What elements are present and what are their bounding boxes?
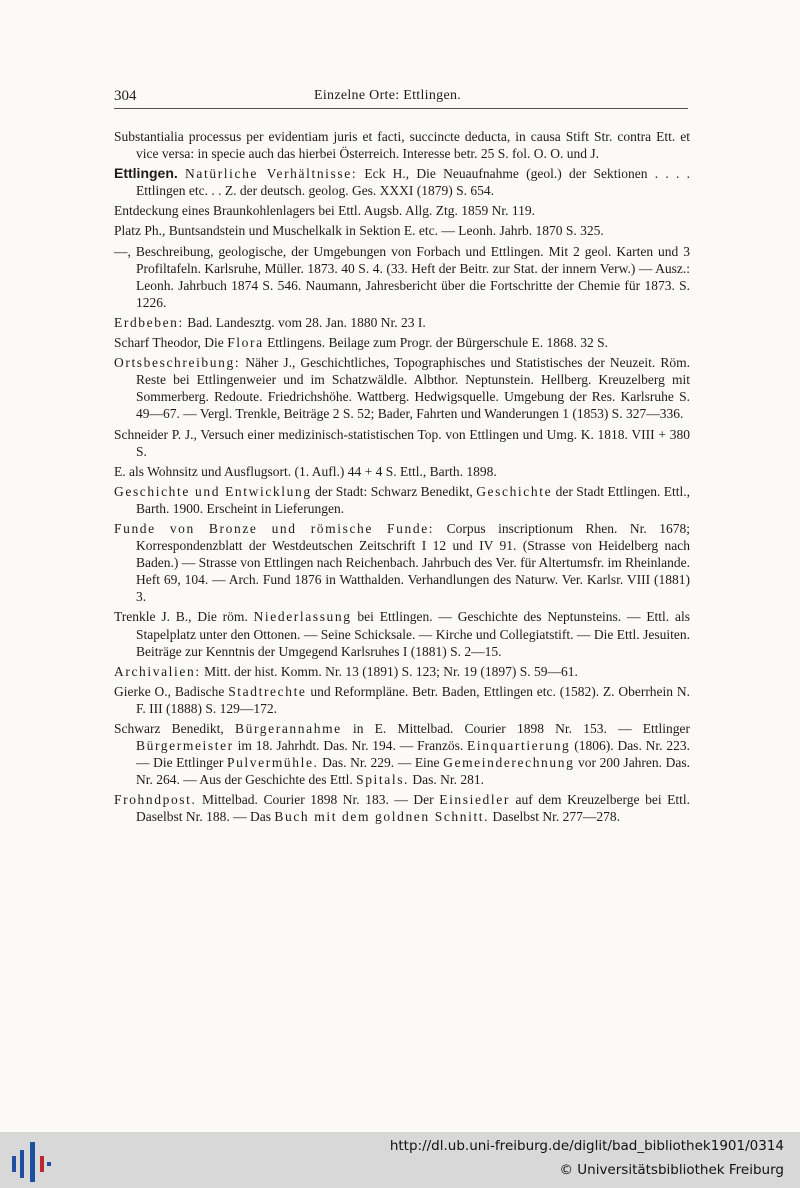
entry-text: Gierke O., Badische bbox=[114, 683, 229, 699]
entry-text: Das. Nr. 229. — Eine bbox=[318, 755, 444, 771]
entry-text: Trenkle J. B., Die röm. bbox=[114, 609, 254, 625]
entry-emphasis: Flora bbox=[227, 335, 264, 351]
bibliography-entry bbox=[114, 720, 690, 788]
entry-emphasis: Buch mit dem goldnen Schnitt. bbox=[274, 809, 490, 825]
entry-text: Das. Nr. 281. bbox=[409, 772, 485, 788]
entry-text: und Reformpläne. Betr. Baden, Ettlingen etc. (1582). Z. Oberrhein N. F. III (1888) S. 129—172. bbox=[136, 683, 690, 716]
entry-emphasis: Geschichte bbox=[476, 483, 553, 499]
entry-text: Näher J., Geschichtliches, Topographisches und Statistisches der Neuzeit. Röm. Reste bei Ettlingenweier und im Schatzwäldle. Albthor. Neptunstein. Hellberg. Kreuzelberg mit Sommerberg. Redoute. Friedrichshöhe. Wattberg. Hedwigsquelle. Umgebung der Res. Karlsruhe S. 49—67. — Vergl. Trenkle, Beiträge 2 S. 52; Bader, Fahrten und Wanderungen 1 (1853) S. 327—336. bbox=[136, 355, 690, 422]
library-logo-icon bbox=[12, 1142, 52, 1182]
entry-emphasis: Gemeinderechnung bbox=[443, 755, 575, 771]
entry-text: Scharf Theodor, Die bbox=[114, 335, 228, 351]
page-number: 304 bbox=[114, 88, 137, 104]
bibliography-entry bbox=[114, 354, 690, 422]
bibliography-entry bbox=[114, 426, 690, 460]
entry-text: im 18. Jahrhdt. Das. Nr. 194. — Französ. bbox=[233, 738, 468, 754]
entry-text: (1806). Das. Nr. 223. — Die Ettlinger bbox=[136, 738, 690, 771]
bibliography-entry bbox=[114, 314, 690, 331]
entry-emphasis: Einsiedler bbox=[439, 792, 510, 808]
bibliography-entry bbox=[114, 663, 690, 680]
entry-text: Bad. Landesztg. vom 28. Jan. 1880 Nr. 23 I. bbox=[183, 314, 426, 330]
entry-text: —, Beschreibung, geologische, der Umgebungen von Forbach und Ettlingen. Mit 2 geol. Karten und 3 Profiltafeln. Karlsruhe, Müller. 1873. 40 S. 4. (33. Heft der Beitr. zur Stat. der innern Verw.) — Ausz.: Leonh. Jahrbuch 1874 S. 546. Naumann, Jahresbericht über die Fortschritte der Chemie für 1873. S. 1226. bbox=[114, 243, 690, 310]
entry-text: Entdeckung eines Braunkohlenlagers bei Ettl. Augsb. Allg. Ztg. 1859 Nr. 119. bbox=[114, 203, 535, 219]
entry-emphasis: Einquartierung bbox=[467, 738, 571, 754]
entry-emphasis: Natürliche Verhältnisse: bbox=[185, 166, 358, 182]
bibliography-list bbox=[114, 128, 690, 829]
entry-emphasis: Niederlassung bbox=[253, 609, 352, 625]
entry-text: E. als Wohnsitz und Ausflugsort. (1. Aufl.) 44 + 4 S. Ettl., Barth. 1898. bbox=[114, 463, 497, 479]
entry-text: Eck H., Die Neuaufnahme (geol.) der Sektionen . . . . Ettlingen etc. . . Z. der deutsch. geolog. Ges. XXXI (1879) S. 654. bbox=[136, 166, 690, 199]
entry-text: vor 200 Jahren. Das. Nr. 264. — Aus der Geschichte des Ettl. bbox=[136, 755, 690, 788]
entry-text: Mittelbad. Courier 1898 Nr. 183. — Der bbox=[196, 792, 440, 808]
entry-emphasis: Geschichte und Entwicklung bbox=[114, 483, 312, 499]
entry-text: der Stadt Ettlingen. Ettl., Barth. 1900. Erscheint in Lieferungen. bbox=[136, 483, 691, 516]
entry-text: Schneider P. J., Versuch einer medizinisch-statistischen Top. von Ettlingen und Umg. K. 1818. VIII + 380 S. bbox=[114, 426, 690, 459]
entry-emphasis: Bürgermeister bbox=[136, 738, 234, 754]
entry-emphasis: Spitals. bbox=[356, 772, 410, 788]
entry-emphasis: Erdbeben: bbox=[114, 314, 184, 330]
bibliography-entry bbox=[114, 483, 690, 517]
entry-text: bei Ettlingen. — Geschichte des Neptunsteins. — Ettl. als Stapelplatz unter den Ottonen. — Seine Schicksale. — Kirche und Collegiatstift. — Die Ettl. Jesuiten. Beiträge zur Kenntnis der Umgegend Karlsruhes I (1881) S. 2—15. bbox=[136, 609, 690, 659]
running-title: Einzelne Orte: Ettlingen. bbox=[314, 88, 462, 103]
bibliography-entry bbox=[114, 463, 690, 480]
bibliography-entry bbox=[114, 608, 690, 659]
bibliography-entry bbox=[114, 683, 690, 717]
entry-emphasis: Frohndpost. bbox=[114, 792, 197, 808]
bibliography-entry bbox=[114, 791, 690, 825]
entry-emphasis: Funde von Bronze und römische Funde: bbox=[114, 520, 435, 536]
entry-text: Mitt. der hist. Komm. Nr. 13 (1891) S. 123; Nr. 19 (1897) S. 59—61. bbox=[200, 663, 578, 679]
entry-text: Ettlingens. Beilage zum Progr. der Bürgerschule E. 1868. 32 S. bbox=[263, 335, 609, 351]
entry-emphasis: Pulvermühle. bbox=[226, 755, 319, 771]
entry-text: Platz Ph., Buntsandstein und Muschelkalk in Sektion E. etc. — Leonh. Jahrb. 1870 S. 325. bbox=[114, 223, 604, 239]
bibliography-entry bbox=[114, 222, 690, 239]
entry-text: Schwarz Benedikt, bbox=[114, 721, 235, 736]
entry-text: auf dem Kreuzelberge bei Ettl. Daselbst Nr. 188. — Das bbox=[136, 792, 690, 825]
entry-emphasis: Bürgerannahme bbox=[235, 721, 342, 736]
bibliography-entry bbox=[114, 334, 690, 351]
entry-emphasis: Ortsbeschreibung: bbox=[114, 355, 241, 371]
bibliography-entry bbox=[114, 202, 690, 219]
bibliography-entry bbox=[114, 165, 690, 199]
copyright-notice: © Universitätsbibliothek Freiburg bbox=[559, 1162, 784, 1178]
page-header bbox=[114, 86, 688, 109]
permalink-url[interactable]: http://dl.ub.uni-freiburg.de/diglit/bad_bibliothek1901/0314 bbox=[389, 1138, 784, 1154]
entry-emphasis: Archivalien: bbox=[114, 663, 201, 679]
bibliography-entry bbox=[114, 243, 690, 311]
entry-emphasis: Stadtrechte bbox=[228, 683, 307, 699]
entry-text bbox=[178, 166, 185, 181]
entry-text: Daselbst Nr. 277—278. bbox=[489, 809, 621, 825]
entry-text: in E. Mittelbad. Courier 1898 Nr. 153. — Ettlinger bbox=[341, 721, 691, 736]
bibliography-entry bbox=[114, 520, 690, 605]
entry-heading: Ettlingen. bbox=[114, 165, 178, 182]
viewer-footer bbox=[0, 1132, 800, 1188]
entry-text: Substantialia processus per evidentiam juris et facti, succincte deducta, in causa Stift Str. contra Ett. et vice versa: in specie auch das hierbei Österreich. Interesse betr. 25 S. fol. O. O. und J. bbox=[114, 129, 690, 162]
bibliography-entry bbox=[114, 128, 690, 162]
entry-text: der Stadt: Schwarz Benedikt, bbox=[311, 483, 477, 499]
entry-text: Corpus inscriptionum Rhen. Nr. 1678; Korrespondenzblatt der Westdeutschen Zeitschrift I 12 und IV 91. (Strasse von Heidelberg nach Baden.) — Strasse von Ettlingen nach Reichenbach. Jahrbuch des Ver. für Altertumsfr. im Rheinlande. Heft 69, 104. — Arch. Fund 1876 in Watthalden. Verhandlungen des Naturw. Ver. Karlsr. VIII (1881) 3. bbox=[136, 520, 690, 605]
